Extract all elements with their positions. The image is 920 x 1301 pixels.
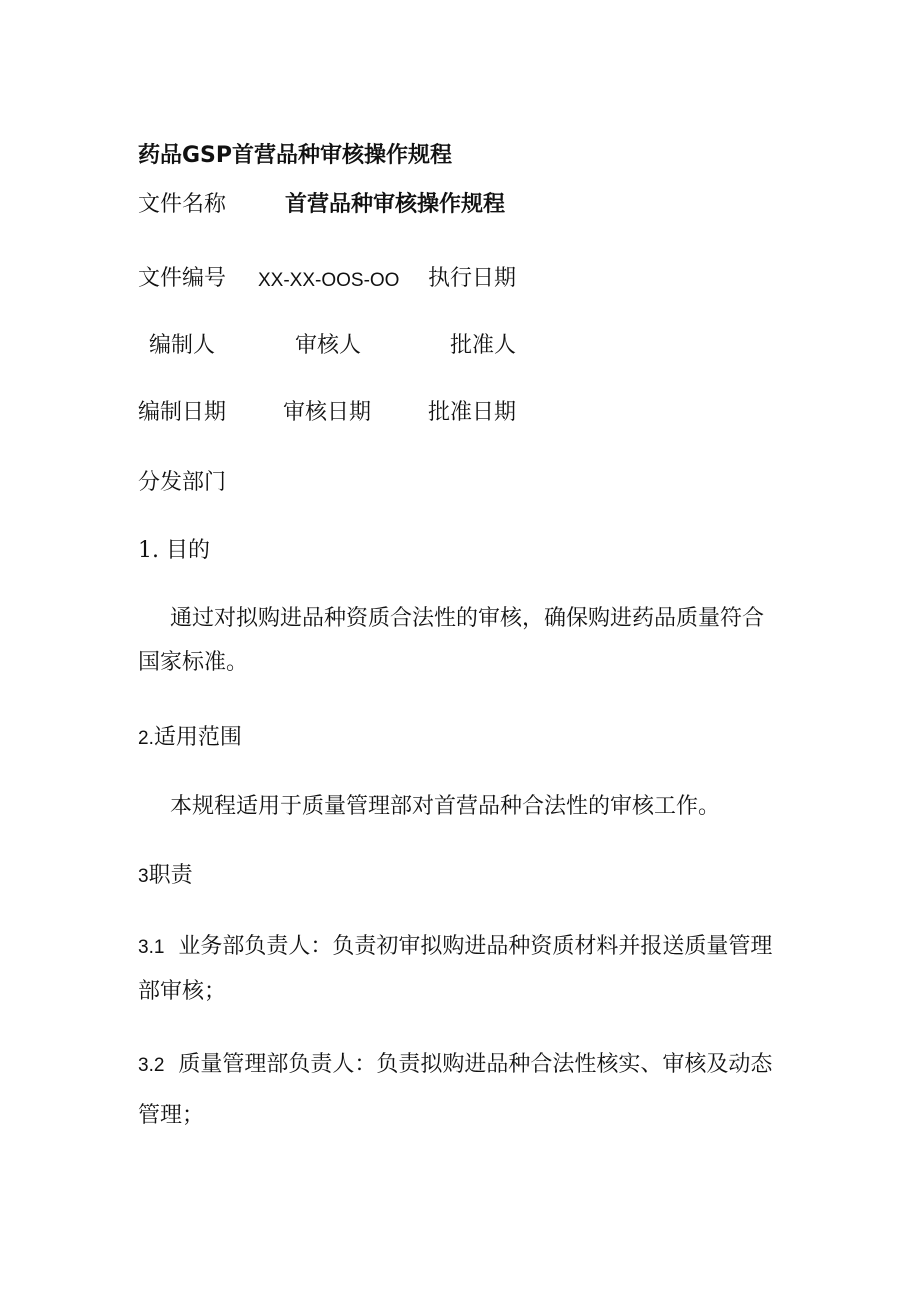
- file-number-label: 文件编号: [138, 266, 227, 291]
- approver-label: 批准人: [450, 333, 517, 358]
- section-1-heading: [138, 536, 210, 566]
- section-2-heading: [138, 723, 242, 754]
- file-name-label: 文件名称: [138, 192, 227, 217]
- section-3-heading: [138, 861, 193, 892]
- section-3-1-number: 3.1: [138, 937, 165, 958]
- section-3-2-text: 质量管理部负责人：负责拟购进品种合法性核实、审核及动态管理；: [138, 1052, 773, 1128]
- compile-date-label: 编制日期: [138, 400, 227, 425]
- approve-date-label: 批准日期: [428, 400, 517, 425]
- section-3-1-text: 业务部负责人：负责初审拟购进品种资质材料并报送质量管理部审核；: [138, 934, 773, 1004]
- distribution-label: 分发部门: [138, 470, 227, 495]
- file-number-value: XX-XX-OOS-OO: [258, 270, 400, 291]
- section-1-text: 通过对拟购进品种资质合法性的审核，确保购进药品质量符合国家标准。: [138, 606, 765, 675]
- document-title: [138, 141, 452, 171]
- section-3-2-item: [138, 1040, 778, 1141]
- section-3-title: 职责: [148, 863, 193, 888]
- section-3-number: 3: [138, 866, 149, 887]
- section-1-number: 1.: [138, 538, 159, 563]
- review-date-label: 审核日期: [283, 400, 372, 425]
- reviewer-label: 审核人: [295, 333, 362, 358]
- section-2-number: 2.: [138, 728, 154, 749]
- section-3-2-number: 3.2: [138, 1055, 165, 1076]
- compiler-label: 编制人: [149, 333, 216, 358]
- section-2-title: 适用范围: [153, 725, 242, 750]
- file-name-value: 首营品种审核操作规程: [285, 192, 506, 217]
- section-3-1-item: [138, 925, 778, 1014]
- section-2-text: 本规程适用于质量管理部对首营品种合法性的审核工作。: [170, 794, 721, 819]
- document-title-text: 药品GSP首营品种审核操作规程: [138, 143, 453, 168]
- exec-date-label: 执行日期: [428, 266, 517, 291]
- section-1-title: 目的: [166, 538, 211, 563]
